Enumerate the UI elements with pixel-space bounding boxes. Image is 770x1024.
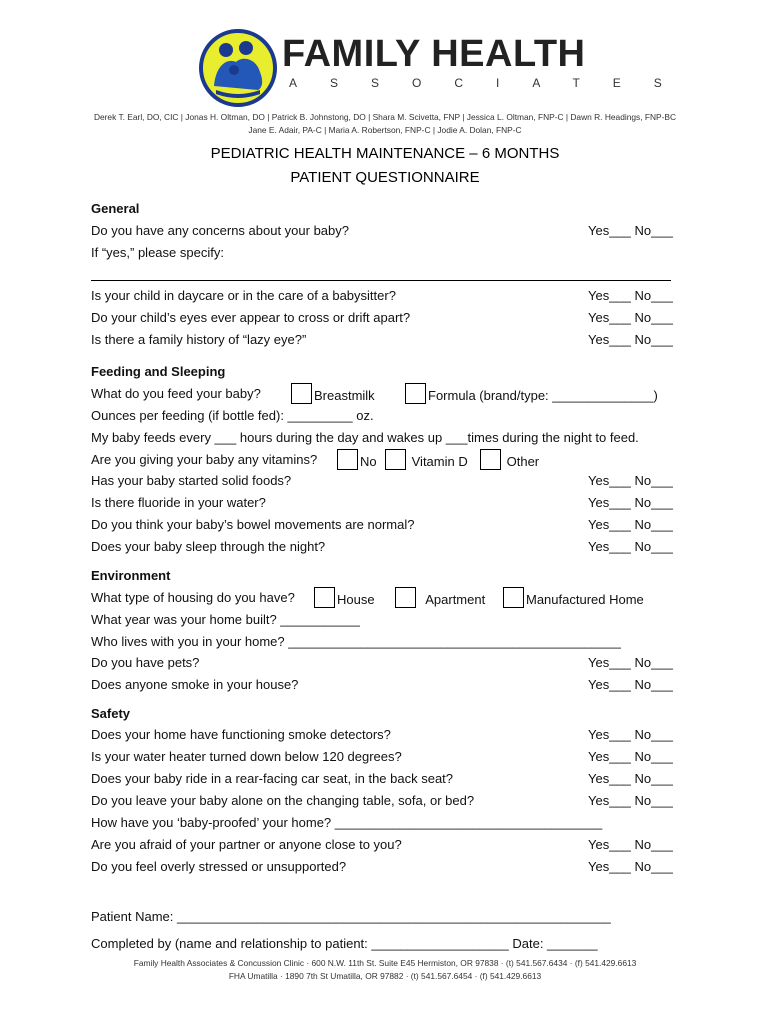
feeds-every-field[interactable]: My baby feeds every ___ hours during the day and wakes up ___times during the night to feed. (91, 430, 639, 445)
yes-no-field[interactable]: Yes___ No___ (588, 473, 673, 488)
question-row (91, 329, 681, 351)
housing-row (91, 587, 681, 609)
question-row (91, 746, 681, 768)
vitamins-other-label: Other (506, 454, 540, 469)
question-row (91, 768, 681, 790)
question-solid-foods: Has your baby started solid foods? (91, 473, 292, 488)
year-built-field[interactable]: What year was your home built? ___________ (91, 612, 360, 627)
providers-line-1: Derek T. Earl, DO, CIC | Jonas H. Oltman, DO | Patrick B. Johnstong, DO | Shara M. Scivetta, FNP | Jessica L. Oltman, FNP-C | Dawn R. Headings, FNP-BC (93, 112, 677, 122)
yes-no-field[interactable]: Yes___ No___ (588, 223, 673, 238)
yes-no-field[interactable]: Yes___ No___ (588, 517, 673, 532)
question-row (91, 242, 681, 264)
yes-no-field[interactable]: Yes___ No___ (588, 288, 673, 303)
question-eyes: Do your child’s eyes ever appear to cross or drift apart? (91, 310, 411, 325)
family-logo-icon (198, 28, 278, 108)
who-lives-field[interactable]: Who lives with you in your home? ______________________________________________ (91, 634, 621, 649)
baby-proofed-field[interactable]: How have you ‘baby-proofed’ your home? _____________________________________ (91, 815, 603, 830)
question-pets: Do you have pets? (91, 655, 200, 670)
question-bowel: Do you think your baby’s bowel movements are normal? (91, 517, 415, 532)
brand-subtitle: ASSOCIATES (289, 76, 695, 90)
section-environment-heading: Environment (91, 568, 171, 583)
manufactured-home-label: Manufactured Home (526, 592, 644, 607)
question-row (91, 514, 681, 536)
question-row (91, 812, 681, 834)
formula-checkbox[interactable] (405, 383, 426, 404)
housing-question: What type of housing do you have? (91, 590, 295, 605)
house-label: House (337, 592, 375, 607)
manufactured-home-checkbox[interactable] (503, 587, 524, 608)
patient-name-field[interactable]: Patient Name: ____________________________________________________________ (91, 909, 611, 924)
letterhead-logo (198, 28, 695, 118)
question-row (91, 492, 681, 514)
question-row (91, 609, 681, 631)
vitamins-other-checkbox[interactable] (480, 449, 501, 470)
feed-question: What do you feed your baby? (91, 386, 261, 401)
vitamins-no-checkbox[interactable] (337, 449, 358, 470)
question-row (91, 536, 681, 558)
section-safety-heading: Safety (91, 706, 131, 721)
question-row (91, 652, 681, 674)
breastmilk-checkbox[interactable] (291, 383, 312, 404)
question-left-alone: Do you leave your baby alone on the changing table, sofa, or bed? (91, 793, 475, 808)
section-general-heading: General (91, 201, 140, 216)
question-water-heater: Is your water heater turned down below 120 degrees? (91, 749, 402, 764)
signature-row (91, 906, 681, 928)
yes-no-field[interactable]: Yes___ No___ (588, 310, 673, 325)
section-feeding-heading: Feeding and Sleeping (91, 364, 226, 379)
vitamins-row (91, 449, 681, 471)
specify-blank-line[interactable] (91, 280, 671, 281)
completed-by-field[interactable]: Completed by (name and relationship to patient: ___________________ Date: _______ (91, 936, 598, 951)
yes-no-field[interactable]: Yes___ No___ (588, 859, 673, 874)
ounces-field[interactable]: Ounces per feeding (if bottle fed): _________ oz. (91, 408, 374, 423)
question-smoke: Does anyone smoke in your house? (91, 677, 299, 692)
feed-type-row (91, 383, 691, 405)
question-afraid: Are you afraid of your partner or anyone close to you? (91, 837, 402, 852)
question-daycare: Is your child in daycare or in the care of a babysitter? (91, 288, 396, 303)
question-row (91, 674, 681, 696)
yes-no-field[interactable]: Yes___ No___ (588, 539, 673, 554)
question-row (91, 790, 681, 812)
vitamins-no-label: No (360, 454, 377, 469)
question-car-seat: Does your baby ride in a rear-facing car seat, in the back seat? (91, 771, 454, 786)
question-lazy-eye: Is there a family history of “lazy eye?” (91, 332, 307, 347)
yes-no-field[interactable]: Yes___ No___ (588, 727, 673, 742)
yes-no-field[interactable]: Yes___ No___ (588, 771, 673, 786)
question-row (91, 834, 681, 856)
question-smoke-detectors: Does your home have functioning smoke detectors? (91, 727, 391, 742)
footer-line-1: Family Health Associates & Concussion Clinic · 600 N.W. 11th St. Suite E45 Hermiston, OR 97838 · (t) 541.567.6434 · (f) 541.429.6613 (133, 958, 637, 968)
question-row (91, 220, 681, 242)
question-row (91, 724, 681, 746)
question-stressed: Do you feel overly stressed or unsupported? (91, 859, 347, 874)
providers-line-2: Jane E. Adair, PA-C | Maria A. Robertson, FNP-C | Jodie A. Dolan, FNP-C (248, 125, 522, 135)
question-row (91, 307, 681, 329)
footer-address (0, 957, 770, 983)
vitamin-d-label: Vitamin D (411, 454, 468, 469)
question-concerns: Do you have any concerns about your baby? (91, 223, 350, 238)
vitamins-question: Are you giving your baby any vitamins? (91, 452, 318, 467)
yes-no-field[interactable]: Yes___ No___ (588, 332, 673, 347)
question-row (91, 470, 681, 492)
yes-no-field[interactable]: Yes___ No___ (588, 655, 673, 670)
house-checkbox[interactable] (314, 587, 335, 608)
question-row (91, 405, 681, 427)
apartment-label: Apartment (425, 592, 486, 607)
question-row (91, 856, 681, 878)
question-row (91, 285, 681, 307)
yes-no-field[interactable]: Yes___ No___ (588, 495, 673, 510)
yes-no-field[interactable]: Yes___ No___ (588, 677, 673, 692)
form-subtitle: PATIENT QUESTIONNAIRE (290, 169, 480, 186)
question-fluoride: Is there fluoride in your water? (91, 495, 266, 510)
signature-row (91, 933, 681, 955)
footer-line-2: FHA Umatilla · 1890 7th St Umatilla, OR 97882 · (t) 541.567.6454 · (f) 541.429.6613 (228, 971, 542, 981)
breastmilk-label: Breastmilk (314, 388, 375, 403)
question-row (91, 631, 681, 653)
question-row (91, 427, 691, 449)
apartment-checkbox[interactable] (395, 587, 416, 608)
specify-label: If “yes,” please specify: (91, 245, 224, 260)
yes-no-field[interactable]: Yes___ No___ (588, 749, 673, 764)
formula-label: Formula (brand/type: ______________) (428, 388, 658, 403)
question-sleep: Does your baby sleep through the night? (91, 539, 326, 554)
yes-no-field[interactable]: Yes___ No___ (588, 837, 673, 852)
provider-list (0, 111, 770, 137)
brand-name: FAMILY HEALTH (282, 33, 586, 75)
yes-no-field[interactable]: Yes___ No___ (588, 793, 673, 808)
vitamin-d-checkbox[interactable] (385, 449, 406, 470)
form-title: PEDIATRIC HEALTH MAINTENANCE – 6 MONTHS (210, 145, 560, 162)
